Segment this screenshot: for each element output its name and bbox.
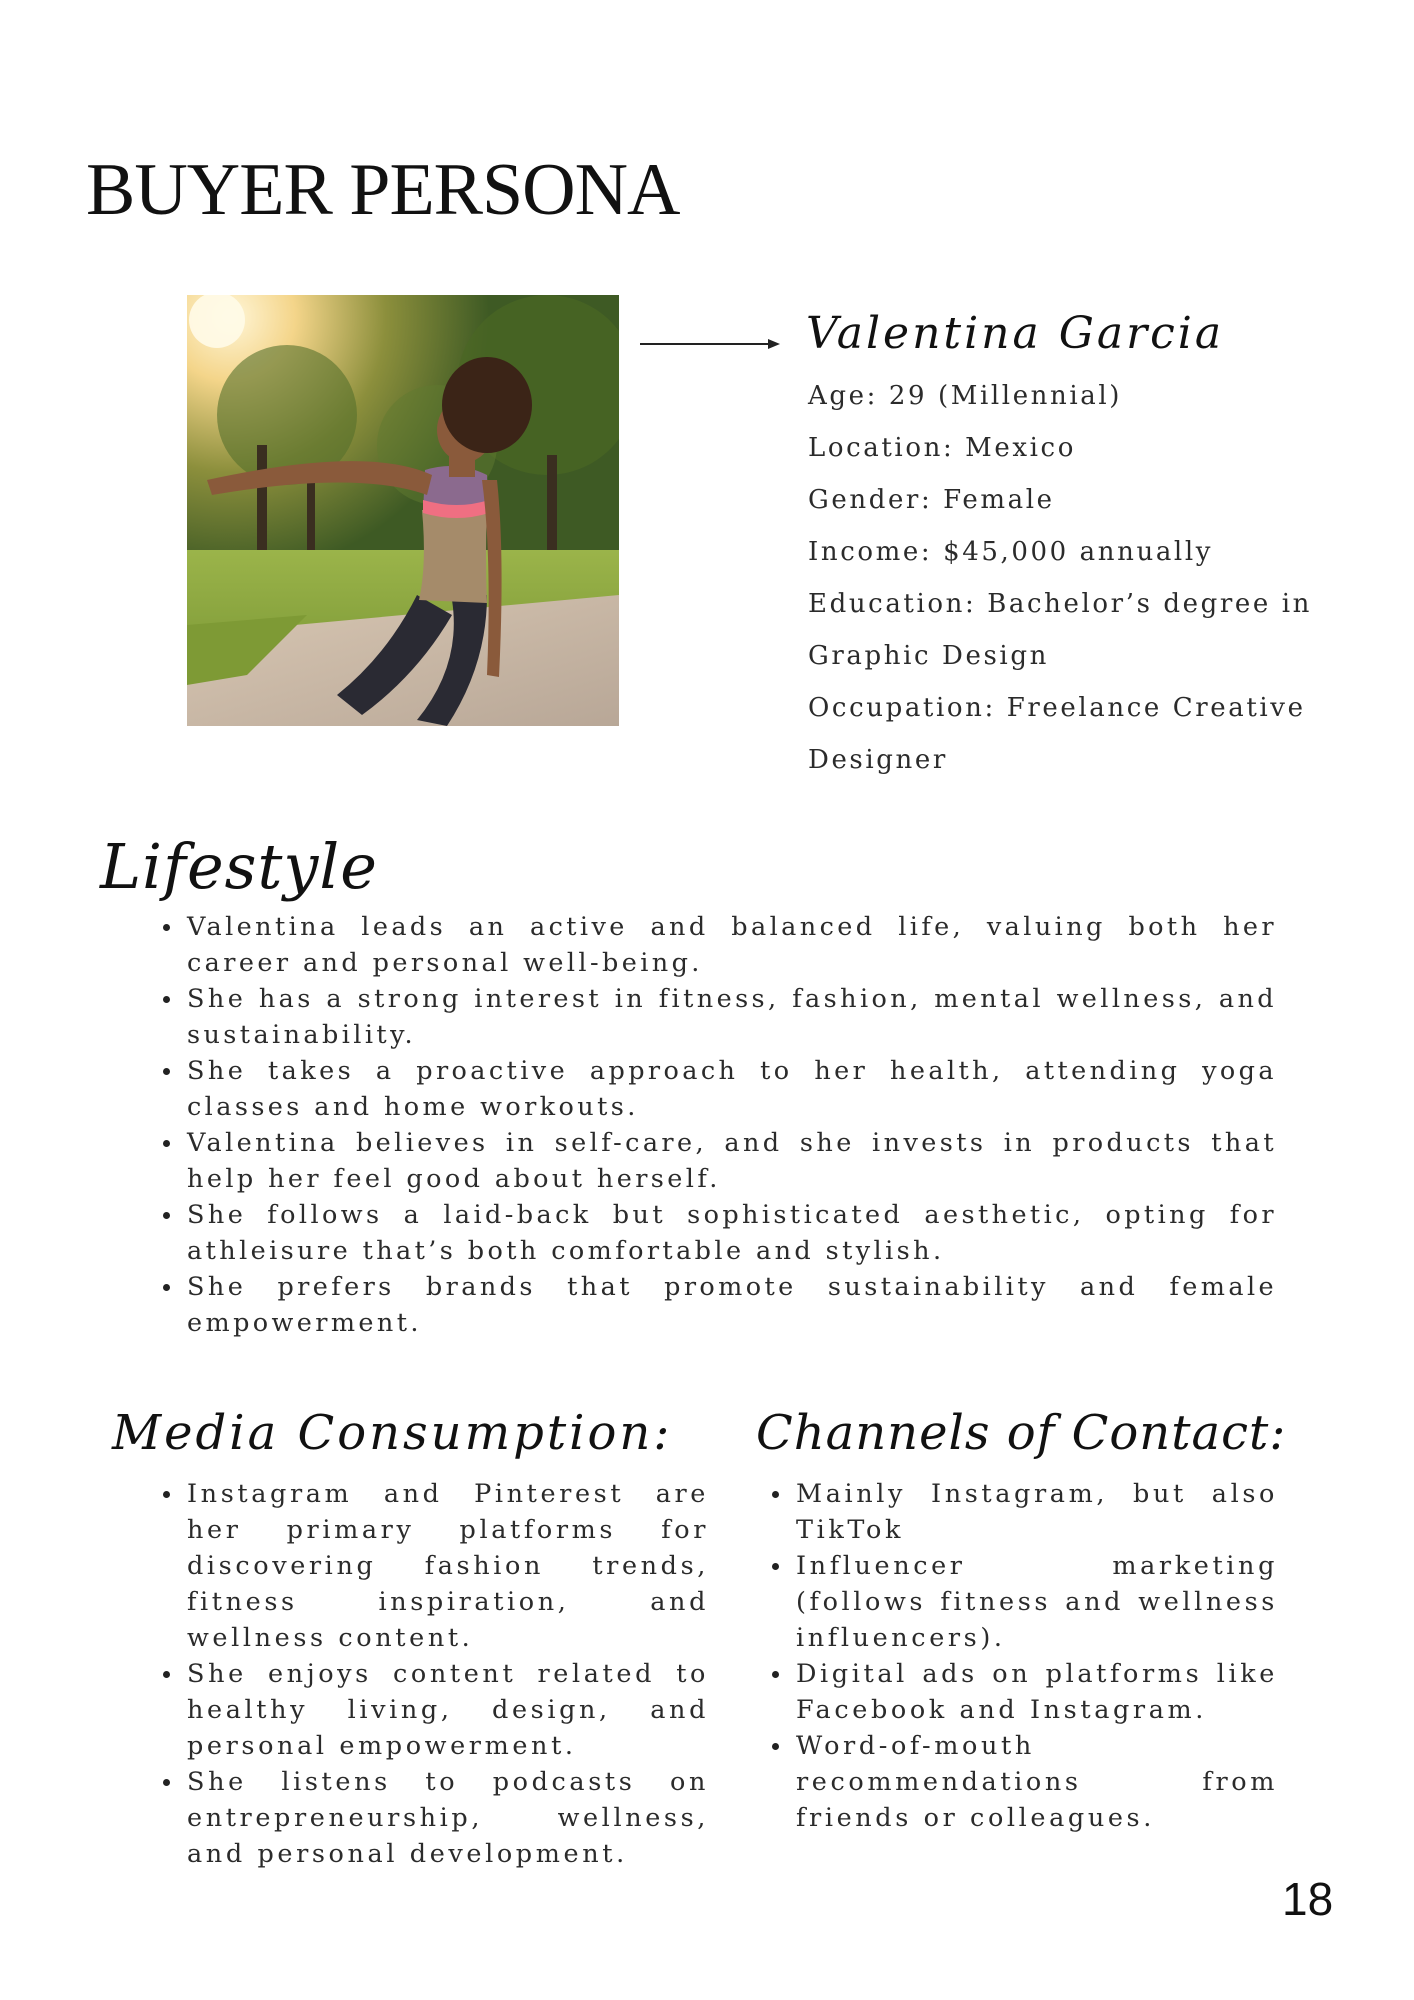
list-item: Instagram and Pinterest are her primary platforms for discovering fashion trends, fitness inspiration, and wellness content.	[187, 1476, 709, 1656]
list-item: Digital ads on platforms like Facebook and Instagram.	[796, 1656, 1278, 1728]
lifestyle-heading: Lifestyle	[100, 830, 378, 903]
list-item: She enjoys content related to healthy living, design, and personal empowerment.	[187, 1656, 709, 1764]
list-item: She follows a laid-back but sophisticated aesthetic, opting for athleisure that’s both comfortable and stylish.	[187, 1197, 1277, 1269]
persona-photo	[187, 295, 619, 726]
list-item: Influencer marketing (follows fitness and wellness influencers).	[796, 1548, 1278, 1656]
page-title: BUYER PERSONA	[86, 149, 680, 231]
list-item: She listens to podcasts on entrepreneurship, wellness, and personal development.	[187, 1764, 709, 1872]
list-item: She takes a proactive approach to her health, attending yoga classes and home workouts.	[187, 1053, 1277, 1125]
persona-details	[808, 370, 1328, 786]
list-item: Word-of-mouth recommendations from friends or colleagues.	[796, 1728, 1278, 1836]
page-number: 18	[1282, 1873, 1334, 1925]
media-list	[187, 1476, 709, 1872]
detail-location: Location: Mexico	[808, 433, 1076, 463]
detail-gender: Gender: Female	[808, 485, 1055, 515]
detail-education: Education: Bachelor’s degree in Graphic Design	[808, 589, 1312, 671]
persona-name: Valentina Garcia	[806, 308, 1225, 359]
arrow-icon	[640, 334, 785, 354]
list-item: Valentina leads an active and balanced life, valuing both her career and personal well-being.	[187, 909, 1277, 981]
detail-occupation: Occupation: Freelance Creative Designer	[808, 693, 1306, 775]
detail-age: Age: 29 (Millennial)	[808, 381, 1123, 411]
detail-income: Income: $45,000 annually	[808, 537, 1214, 567]
persona-photo-image	[187, 295, 619, 726]
lifestyle-list	[187, 909, 1277, 1341]
list-item: Mainly Instagram, but also TikTok	[796, 1476, 1278, 1548]
list-item: She has a strong interest in fitness, fashion, mental wellness, and sustainability.	[187, 981, 1277, 1053]
media-heading: Media Consumption:	[112, 1405, 673, 1461]
list-item: She prefers brands that promote sustainability and female empowerment.	[187, 1269, 1277, 1341]
list-item: Valentina believes in self-care, and she invests in products that help her feel good about herself.	[187, 1125, 1277, 1197]
channels-list	[796, 1476, 1278, 1836]
channels-heading: Channels of Contact:	[756, 1405, 1287, 1461]
